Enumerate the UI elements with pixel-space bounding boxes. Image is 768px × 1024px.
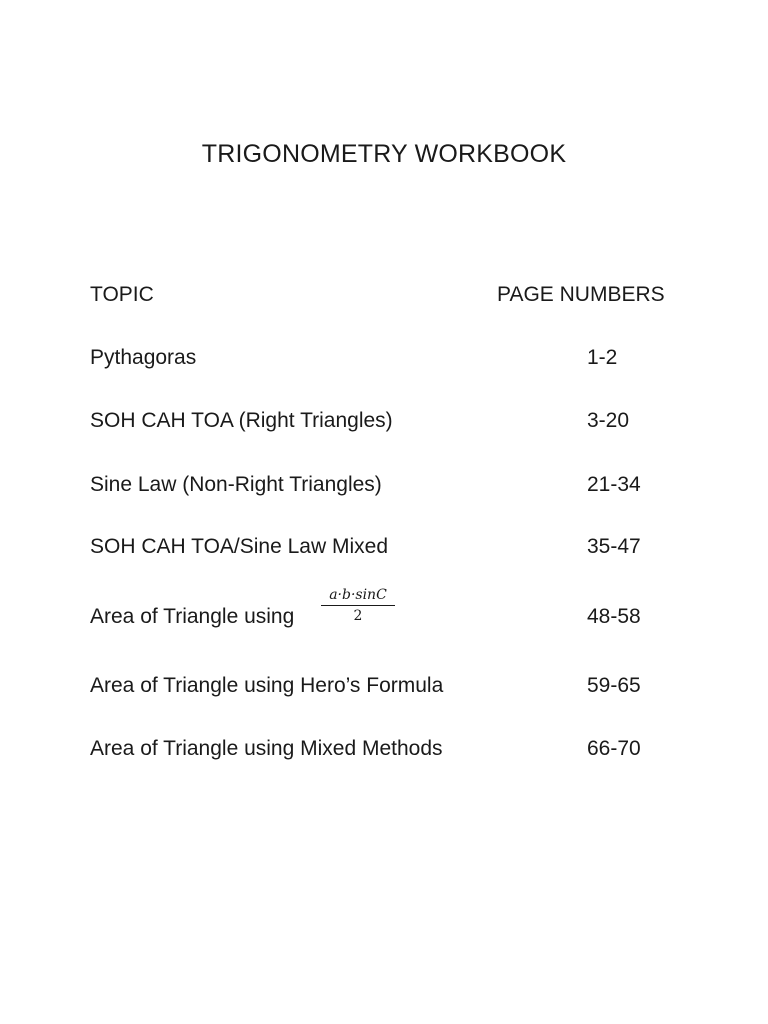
row-topic: SOH CAH TOA/Sine Law Mixed — [90, 535, 388, 558]
row-pages: 21-34 — [587, 473, 641, 496]
page-numbers-column-header: PAGE NUMBERS — [497, 283, 665, 306]
table-header — [90, 283, 680, 313]
row-pages: 48-58 — [587, 605, 641, 628]
row-pages: 66-70 — [587, 737, 641, 760]
formula-numerator: a·b·sinC — [329, 587, 387, 603]
table-row — [90, 587, 690, 635]
area-formula — [320, 586, 396, 630]
table-row — [90, 674, 690, 704]
row-topic: Area of Triangle using Hero’s Formula — [90, 674, 444, 697]
table-row — [90, 535, 690, 565]
topic-column-header: TOPIC — [90, 283, 154, 306]
row-pages: 1-2 — [587, 346, 618, 369]
formula-denominator: 2 — [353, 608, 363, 624]
table-row — [90, 346, 690, 376]
row-topic: Area of Triangle using — [90, 605, 295, 628]
row-topic: SOH CAH TOA (Right Triangles) — [90, 409, 393, 432]
table-row — [90, 737, 690, 767]
table-row — [90, 409, 690, 439]
page-title: TRIGONOMETRY WORKBOOK — [201, 140, 567, 168]
row-topic: Pythagoras — [90, 346, 197, 369]
table-row — [90, 473, 690, 503]
row-pages: 3-20 — [587, 409, 630, 432]
row-topic: Area of Triangle using Mixed Methods — [90, 737, 443, 760]
row-topic: Sine Law (Non-Right Triangles) — [90, 473, 382, 496]
row-pages: 59-65 — [587, 674, 641, 697]
row-pages: 35-47 — [587, 535, 641, 558]
